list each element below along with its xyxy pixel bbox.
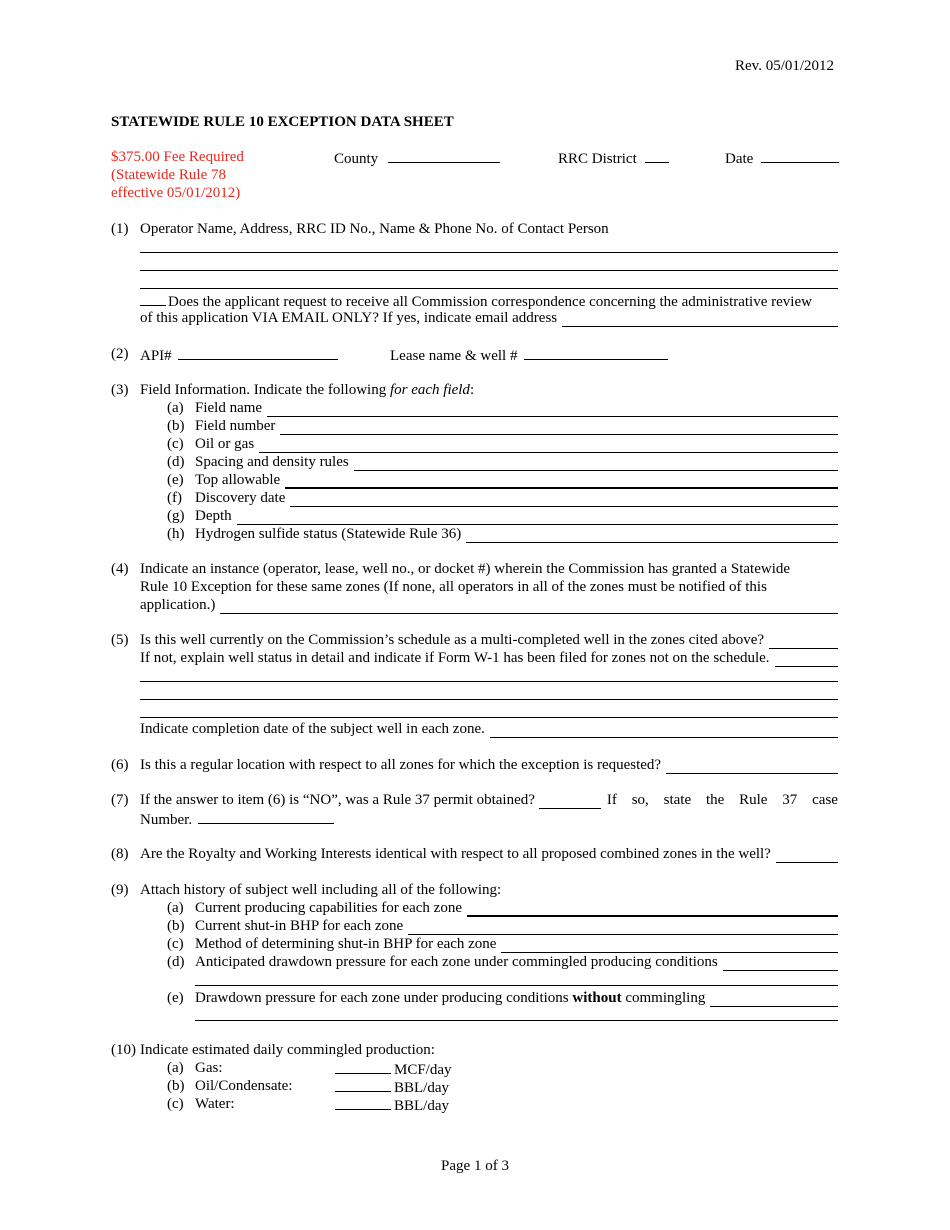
- rule-37-case-input[interactable]: [198, 809, 334, 824]
- county-label: County: [334, 151, 379, 167]
- email-request-text-2: of this application VIA EMAIL ONLY? If yes, indicate email address: [140, 310, 558, 326]
- field-info-f-key: (f): [167, 490, 182, 506]
- item-4-line-1: Indicate an instance (operator, lease, well no., or docket #) wherein the Commission has granted a Statewide: [140, 561, 791, 577]
- date-label: Date: [725, 151, 754, 167]
- history-d-row: [195, 953, 838, 971]
- production-b-label: Oil/Condensate:: [195, 1078, 293, 1094]
- item-9-text: Attach history of subject well including all of the following:: [140, 882, 502, 898]
- date-field: [725, 148, 839, 168]
- field-info-g-label: Depth: [195, 508, 232, 524]
- top-allowable-input[interactable]: [285, 473, 838, 489]
- field-name-input[interactable]: [267, 402, 838, 417]
- history-b-row: [195, 917, 838, 935]
- well-status-line-3[interactable]: [140, 717, 838, 718]
- item-3-text-em: for each field: [389, 382, 470, 398]
- commingled-drawdown-input[interactable]: [723, 956, 838, 971]
- lease-input[interactable]: [524, 345, 668, 360]
- field-info-c-label: Oil or gas: [195, 436, 255, 452]
- item-7-text-e: the: [705, 792, 725, 808]
- field-info-c-key: (c): [167, 436, 184, 452]
- oil-or-gas-input[interactable]: [259, 438, 838, 453]
- item-7-text-g: 37: [782, 792, 798, 808]
- field-info-d-label: Spacing and density rules: [195, 454, 349, 470]
- item-7-line-1-tail: [607, 791, 838, 809]
- item-5-line-2-row: [140, 649, 838, 667]
- item-8-text: Are the Royalty and Working Interests identical with respect to all proposed combined zones in the well?: [140, 846, 771, 862]
- commingled-drawdown-line-2[interactable]: [195, 985, 838, 986]
- completion-date-row: [140, 720, 838, 738]
- item-3-text-a: Field Information. Indicate the following: [140, 382, 390, 398]
- operator-line-1[interactable]: [140, 252, 838, 253]
- field-info-e-label: Top allowable: [195, 472, 281, 488]
- api-input[interactable]: [178, 345, 338, 360]
- item-9-number: (9): [111, 882, 129, 898]
- fee-line-1: $375.00 Fee Required: [111, 149, 244, 165]
- history-e-label: [195, 989, 705, 1007]
- item-7-text-i: Number.: [140, 812, 193, 828]
- hydrogen-sulfide-input[interactable]: [466, 528, 838, 543]
- production-c-field: [335, 1095, 449, 1115]
- field-info-g-row: [195, 507, 838, 525]
- lease-field: [390, 345, 668, 365]
- item-1-text: Operator Name, Address, RRC ID No., Name & Phone No. of Contact Person: [140, 221, 609, 237]
- item-6-number: (6): [111, 757, 129, 773]
- item-5-line-3: Indicate completion date of the subject well in each zone.: [140, 721, 485, 737]
- field-info-e-key: (e): [167, 472, 184, 488]
- item-4-line-2: Rule 10 Exception for these same zones (If none, all operators in all of the zones must be notified of this: [140, 579, 767, 595]
- field-info-d-row: [195, 453, 838, 471]
- history-e-text-bold: without: [572, 990, 622, 1006]
- revision-date: Rev. 05/01/2012: [735, 58, 835, 74]
- production-b-field: [335, 1077, 449, 1097]
- email-request-check-input[interactable]: [140, 291, 166, 306]
- item-7-text-b: If: [606, 792, 617, 808]
- item-6-row: [140, 756, 838, 774]
- item-7-text-d: state: [663, 792, 692, 808]
- production-b-unit: BBL/day: [394, 1080, 449, 1096]
- production-a-unit: MCF/day: [394, 1062, 452, 1078]
- history-d-key: (d): [167, 954, 185, 970]
- field-info-f-label: Discovery date: [195, 490, 286, 506]
- history-a-label: Current producing capabilities for each zone: [195, 900, 462, 916]
- history-c-key: (c): [167, 936, 184, 952]
- multi-completed-input[interactable]: [769, 634, 838, 649]
- field-info-a-label: Field name: [195, 400, 263, 416]
- item-7-text-a: If the answer to item (6) is “NO”, was a Rule 37 permit obtained?: [140, 792, 535, 808]
- item-7-text-f: Rule: [739, 792, 768, 808]
- item-10-text: Indicate estimated daily commingled production:: [140, 1042, 435, 1058]
- item-6-text: Is this a regular location with respect to all zones for which the exception is requested?: [140, 757, 662, 773]
- discovery-date-input[interactable]: [290, 492, 838, 507]
- email-request-row: [140, 291, 812, 311]
- history-a-key: (a): [167, 900, 184, 916]
- field-info-a-row: [195, 399, 838, 417]
- production-a-field: [335, 1059, 452, 1079]
- history-b-key: (b): [167, 918, 185, 934]
- email-request-text-1: Does the applicant request to receive all Commission correspondence concerning the administrative review: [168, 294, 812, 310]
- county-field: [334, 148, 500, 168]
- email-address-input[interactable]: [562, 312, 838, 327]
- operator-line-3[interactable]: [140, 288, 838, 289]
- api-field: [140, 345, 338, 365]
- production-b-key: (b): [167, 1078, 185, 1094]
- gas-production-input[interactable]: [335, 1059, 391, 1074]
- item-7-text-h: case: [812, 792, 838, 808]
- item-8-number: (8): [111, 846, 129, 862]
- production-c-unit: BBL/day: [394, 1098, 449, 1114]
- history-e-row: [195, 989, 838, 1007]
- history-e-text-a: Drawdown pressure for each zone under producing conditions: [195, 990, 573, 1006]
- item-4-line-3-row: [140, 596, 838, 614]
- history-e-key: (e): [167, 990, 184, 1006]
- history-a-row: [195, 899, 838, 917]
- field-info-h-key: (h): [167, 526, 185, 542]
- field-info-a-key: (a): [167, 400, 184, 416]
- item-4-number: (4): [111, 561, 129, 577]
- completion-date-input[interactable]: [490, 723, 838, 738]
- field-info-h-row: [195, 525, 838, 543]
- field-number-input[interactable]: [280, 420, 838, 435]
- item-8-row: [140, 845, 838, 863]
- api-label: API#: [140, 348, 172, 364]
- fee-line-2: (Statewide Rule 78: [111, 167, 226, 183]
- county-input[interactable]: [388, 148, 500, 163]
- well-status-line-2[interactable]: [140, 699, 838, 700]
- field-info-d-key: (d): [167, 454, 185, 470]
- item-3-number: (3): [111, 382, 129, 398]
- page-number: Page 1 of 3: [441, 1158, 509, 1174]
- field-info-b-label: Field number: [195, 418, 276, 434]
- field-info-b-key: (b): [167, 418, 185, 434]
- well-status-input[interactable]: [775, 652, 838, 667]
- royalty-interest-input[interactable]: [776, 848, 838, 863]
- oil-production-input[interactable]: [335, 1077, 391, 1092]
- field-info-h-label: Hydrogen sulfide status (Statewide Rule 36): [195, 526, 462, 542]
- item-5-line-1: Is this well currently on the Commission’s schedule as a multi-completed well in the zones cited above?: [140, 632, 765, 648]
- item-10-number: (10): [111, 1042, 136, 1058]
- lease-label: Lease name & well #: [390, 348, 518, 364]
- water-production-input[interactable]: [335, 1095, 391, 1110]
- production-a-key: (a): [167, 1060, 184, 1076]
- rule-37-permit-input[interactable]: [539, 794, 601, 809]
- item-5-line-2: If not, explain well status in detail and indicate if Form W-1 has been filed for zones not on the schedule.: [140, 650, 770, 666]
- production-c-key: (c): [167, 1096, 184, 1112]
- item-1-number: (1): [111, 221, 129, 237]
- item-7-number: (7): [111, 792, 129, 808]
- form-title: STATEWIDE RULE 10 EXCEPTION DATA SHEET: [111, 114, 454, 130]
- fee-line-3: effective 05/01/2012): [111, 185, 241, 201]
- non-commingled-drawdown-input[interactable]: [710, 992, 838, 1007]
- item-7-text-c: so,: [631, 792, 649, 808]
- well-status-line-1[interactable]: [140, 681, 838, 682]
- non-commingled-drawdown-line-2[interactable]: [195, 1020, 838, 1021]
- operator-line-2[interactable]: [140, 270, 838, 271]
- field-info-e-row: [195, 471, 838, 489]
- item-5-line-1-row: [140, 631, 838, 649]
- date-input[interactable]: [761, 148, 839, 163]
- item-3-text-b: :: [469, 382, 475, 398]
- production-a-label: Gas:: [195, 1060, 223, 1076]
- rrc-district-field: [558, 148, 669, 168]
- production-c-label: Water:: [195, 1096, 235, 1112]
- item-5-number: (5): [111, 632, 129, 648]
- producing-capabilities-input[interactable]: [467, 901, 838, 917]
- item-3-text: [140, 381, 474, 399]
- item-2-number: (2): [111, 346, 129, 362]
- shut-in-bhp-input[interactable]: [408, 920, 838, 935]
- history-d-label: Anticipated drawdown pressure for each zone under commingled producing conditions: [195, 954, 718, 970]
- history-c-row: [195, 935, 838, 953]
- rrc-district-input[interactable]: [645, 148, 669, 163]
- item-4-line-3: application.): [140, 597, 216, 613]
- field-info-g-key: (g): [167, 508, 185, 524]
- spacing-density-input[interactable]: [354, 456, 838, 471]
- history-c-label: Method of determining shut-in BHP for each zone: [195, 936, 497, 952]
- item-7-line-2: [140, 809, 334, 829]
- email-address-row: [140, 309, 838, 327]
- prior-exception-input[interactable]: [220, 599, 838, 614]
- rrc-district-label: RRC District: [558, 151, 637, 167]
- item-7-line-1-row: [140, 791, 838, 809]
- history-e-text-c: commingling: [621, 990, 706, 1006]
- history-b-label: Current shut-in BHP for each zone: [195, 918, 404, 934]
- bhp-method-input[interactable]: [501, 938, 838, 953]
- field-info-f-row: [195, 489, 838, 507]
- depth-input[interactable]: [237, 510, 838, 525]
- field-info-c-row: [195, 435, 838, 453]
- field-info-b-row: [195, 417, 838, 435]
- regular-location-input[interactable]: [666, 759, 838, 774]
